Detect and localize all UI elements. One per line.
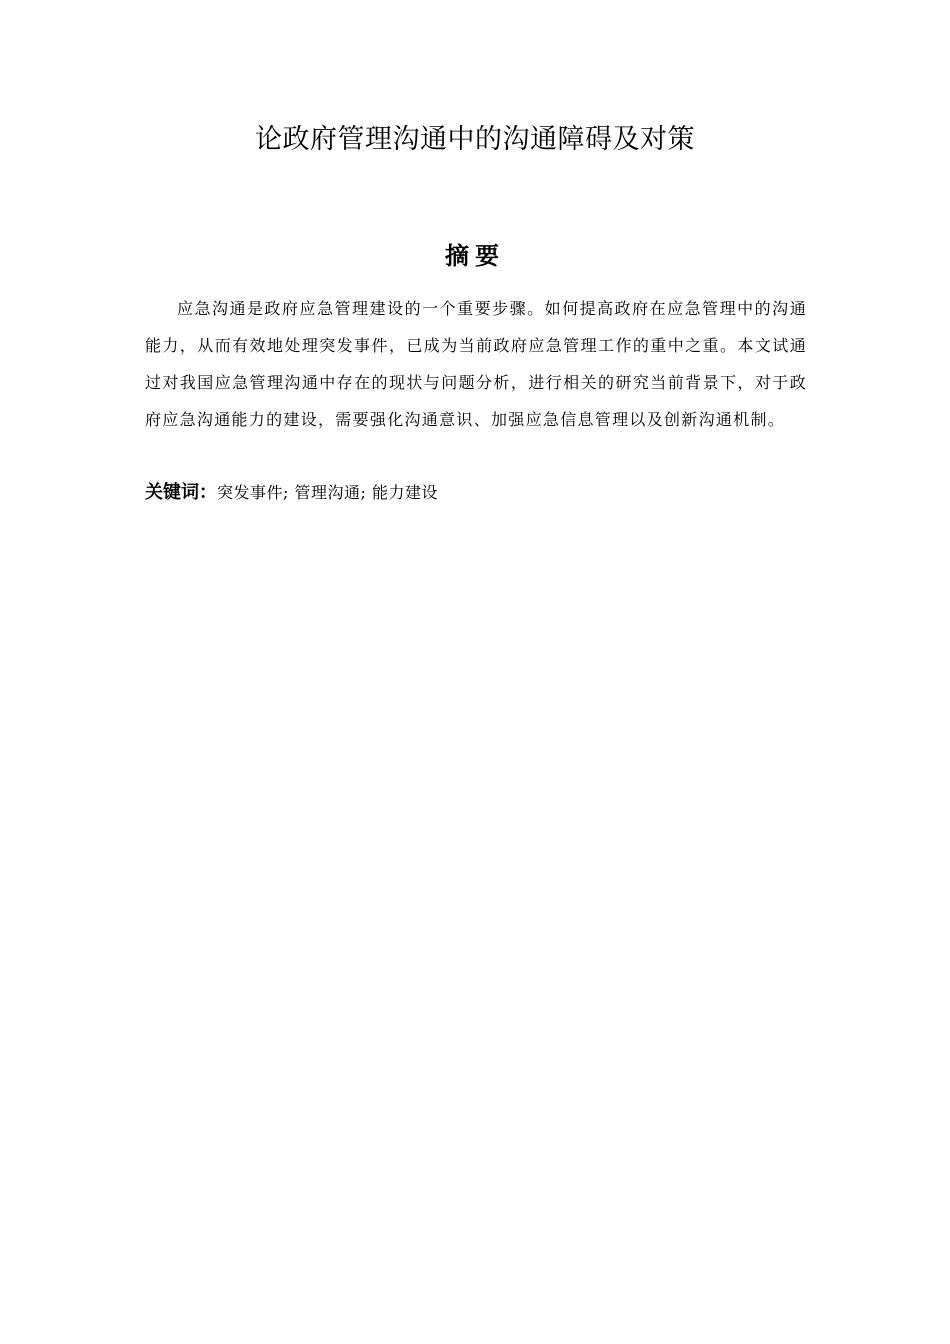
abstract-heading: 摘要 xyxy=(445,242,505,270)
keywords-label: 关键词： xyxy=(145,482,217,503)
keywords-line xyxy=(145,476,807,510)
keywords-value: 突发事件; 管理沟通; 能力建设 xyxy=(217,483,438,502)
document-title: 论政府管理沟通中的沟通障碍及对策 xyxy=(255,124,695,155)
abstract-paragraph: 应急沟通是政府应急管理建设的一个重要步骤。如何提高政府在应急管理中的沟通能力，从而有效地处理突发事件，已成为当前政府应急管理工作的重中之重。本文试通过对我国应急管理沟通中存在的现状与问题分析，进行相关的研究当前背景下，对于政府应急沟通能力的建设，需要强化沟通意识、加强应急信息管理以及创新沟通机制。 xyxy=(145,299,807,429)
